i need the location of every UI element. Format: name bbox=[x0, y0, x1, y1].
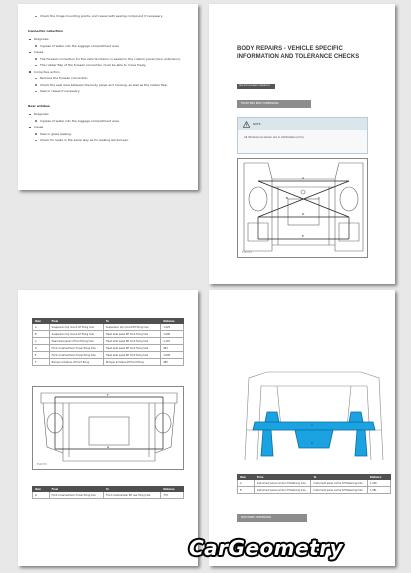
table-row bbox=[33, 352, 184, 359]
col-from: From bbox=[49, 319, 103, 324]
cabin-structure-diagram bbox=[237, 368, 391, 462]
underbody-diagram bbox=[32, 386, 184, 470]
list-item: Ingress of water into the luggage compartment area bbox=[28, 119, 188, 124]
svg-text:D: D bbox=[302, 212, 305, 216]
section1-list bbox=[28, 37, 188, 94]
dimension-table-2 bbox=[32, 486, 184, 499]
watermark-logo: CarGeometry bbox=[189, 536, 344, 560]
list-item: Cause bbox=[28, 50, 188, 55]
intro-item: Check the hinge mounting points, and reseal with sealing compound if necessary. bbox=[28, 14, 188, 19]
list-item: Ingress of water into the luggage compartment area bbox=[28, 44, 188, 49]
table-cell: 983 bbox=[161, 345, 184, 352]
table-row bbox=[33, 359, 184, 366]
table-cell: Instrument panel carrier LH fastening hole bbox=[254, 487, 311, 494]
table-cell: G bbox=[33, 492, 50, 499]
table-cell: Front crossmember LH rear fixing hole bbox=[49, 345, 103, 352]
svg-text:A: A bbox=[302, 176, 305, 180]
table-cell: B bbox=[33, 331, 50, 338]
table-cell: Front crossmember RH rear fixing hole bbox=[103, 492, 160, 499]
list-item: Corrective action bbox=[28, 70, 188, 75]
list-item: Diagnosis bbox=[28, 37, 188, 42]
note-box bbox=[237, 117, 368, 154]
page-title: BODY REPAIRS - VEHICLE SPECIFIC INFORMATION AND TOLERANCE CHECKS bbox=[237, 46, 360, 60]
svg-text:B: B bbox=[311, 441, 314, 445]
section-label: SIDE PANEL DIMENSIONS bbox=[237, 514, 307, 522]
table-cell: Front crossmember LH rear fixing hole bbox=[49, 352, 103, 359]
table-cell: Head wide panel LH front fixing hole bbox=[49, 338, 103, 345]
table-row bbox=[33, 492, 184, 499]
col-from: From bbox=[49, 487, 103, 492]
table-cell: Instrument panel carrier RH fastening hole bbox=[311, 487, 368, 494]
list-item: Check for leaks in the same way as for leaking windscreen. bbox=[28, 138, 188, 143]
front-end-diagram bbox=[237, 158, 368, 258]
col-to: To bbox=[311, 475, 368, 480]
table-cell: A bbox=[238, 480, 255, 487]
list-item: The foresail connection for the vehicle interior is sealed in the custom panel (door extension). bbox=[28, 57, 188, 62]
table-cell: F bbox=[33, 359, 50, 366]
table-cell: 1,430 bbox=[368, 480, 391, 487]
svg-text:E: E bbox=[302, 234, 304, 238]
table-row bbox=[33, 331, 184, 338]
list-item: Seal or reseal if necessary. bbox=[28, 89, 188, 94]
col-from: From bbox=[254, 475, 311, 480]
svg-text:C: C bbox=[318, 196, 321, 200]
figure-id: E124715 bbox=[37, 463, 47, 466]
list-item: The rubber flap of the foresail connection must be able to move freely. bbox=[28, 63, 188, 68]
table-row bbox=[238, 480, 391, 487]
document-page-3 bbox=[18, 290, 198, 566]
table-cell: 779 bbox=[161, 492, 184, 499]
table-cell: C bbox=[33, 338, 50, 345]
col-to: To bbox=[103, 487, 160, 492]
subsection-label: FRONT END BODY DIMENSIONS bbox=[237, 100, 311, 108]
svg-text:A: A bbox=[311, 423, 314, 427]
table-cell: Head wide panel RH front fixing hole bbox=[103, 345, 160, 352]
cabin-structure-drawing bbox=[237, 368, 391, 462]
table-row bbox=[33, 345, 184, 352]
document-page-2 bbox=[209, 4, 395, 284]
list-item: Remove the foresail connection. bbox=[28, 76, 188, 81]
list-item: Cause bbox=[28, 125, 188, 130]
table-cell: Front crossmember LH rear fixing hole bbox=[49, 492, 103, 499]
page1-content bbox=[28, 14, 188, 145]
col-distance: Distance bbox=[161, 319, 184, 324]
table-cell: B bbox=[238, 487, 255, 494]
list-item: Diagnosis bbox=[28, 112, 188, 117]
table-row bbox=[238, 487, 391, 494]
front-end-drawing bbox=[238, 159, 369, 259]
table-cell: 1,381 bbox=[368, 487, 391, 494]
table-cell: Head wide panel RH front fixing hole bbox=[103, 331, 160, 338]
table-cell: E bbox=[33, 352, 50, 359]
table-cell: Head wide panel RH front fixing hole bbox=[103, 338, 160, 345]
svg-text:F: F bbox=[107, 393, 109, 397]
table-cell: 983 bbox=[161, 359, 184, 366]
note-text: All dimensions shown are in millimeters (mm). bbox=[244, 136, 305, 139]
figure-id: E124714 bbox=[242, 251, 252, 254]
section-label: DESCRIPTION AND OPERATION bbox=[237, 84, 275, 89]
table-cell: A bbox=[33, 324, 50, 331]
section2-list bbox=[28, 112, 188, 143]
document-page-1 bbox=[18, 4, 198, 190]
section-heading-connector: Connector collection bbox=[28, 28, 63, 33]
dimension-table bbox=[32, 318, 184, 366]
svg-text:B: B bbox=[286, 196, 289, 200]
table-cell: 1,098 bbox=[161, 331, 184, 338]
section-heading-rear-window: Rear window bbox=[28, 103, 50, 108]
col-distance: Distance bbox=[161, 487, 184, 492]
table-cell: 1,229 bbox=[161, 324, 184, 331]
warning-icon bbox=[243, 121, 250, 128]
table-cell: Suspension top mount LH fixing hole bbox=[49, 331, 103, 338]
list-item: Check the seal area between the body panel and housing, as well as the rubber flap. bbox=[28, 83, 188, 88]
col-item: Item bbox=[33, 319, 50, 324]
underbody-drawing bbox=[33, 387, 185, 471]
table-cell: D bbox=[33, 345, 50, 352]
dimension-table bbox=[237, 474, 391, 494]
col-distance: Distance bbox=[368, 475, 391, 480]
col-item: Item bbox=[33, 487, 50, 492]
table-cell: Instrument panel carrier RH fastening hole bbox=[311, 480, 368, 487]
svg-text:G: G bbox=[107, 445, 110, 449]
col-to: To bbox=[103, 319, 160, 324]
note-label: NOTE: bbox=[253, 122, 262, 126]
table-row bbox=[33, 324, 184, 331]
table-cell: Head wide panel RH front fixing hole bbox=[103, 352, 160, 359]
table-cell: Instrument panel carrier LH fastening hole bbox=[254, 480, 311, 487]
table-cell: Suspension top mount RH fixing hole bbox=[103, 324, 160, 331]
table-cell: 1,145 bbox=[161, 338, 184, 345]
table-cell: 1,098 bbox=[161, 352, 184, 359]
list-item: Seal or glass leaking. bbox=[28, 132, 188, 137]
table-cell: Bumper armature RH front fixing bbox=[103, 359, 160, 366]
table-cell: Suspension top mount LH fixing hole bbox=[49, 324, 103, 331]
table-row bbox=[33, 338, 184, 345]
table-cell: Bumper armature LH front fixing bbox=[49, 359, 103, 366]
document-page-4 bbox=[209, 290, 395, 566]
col-item: Item bbox=[238, 475, 255, 480]
